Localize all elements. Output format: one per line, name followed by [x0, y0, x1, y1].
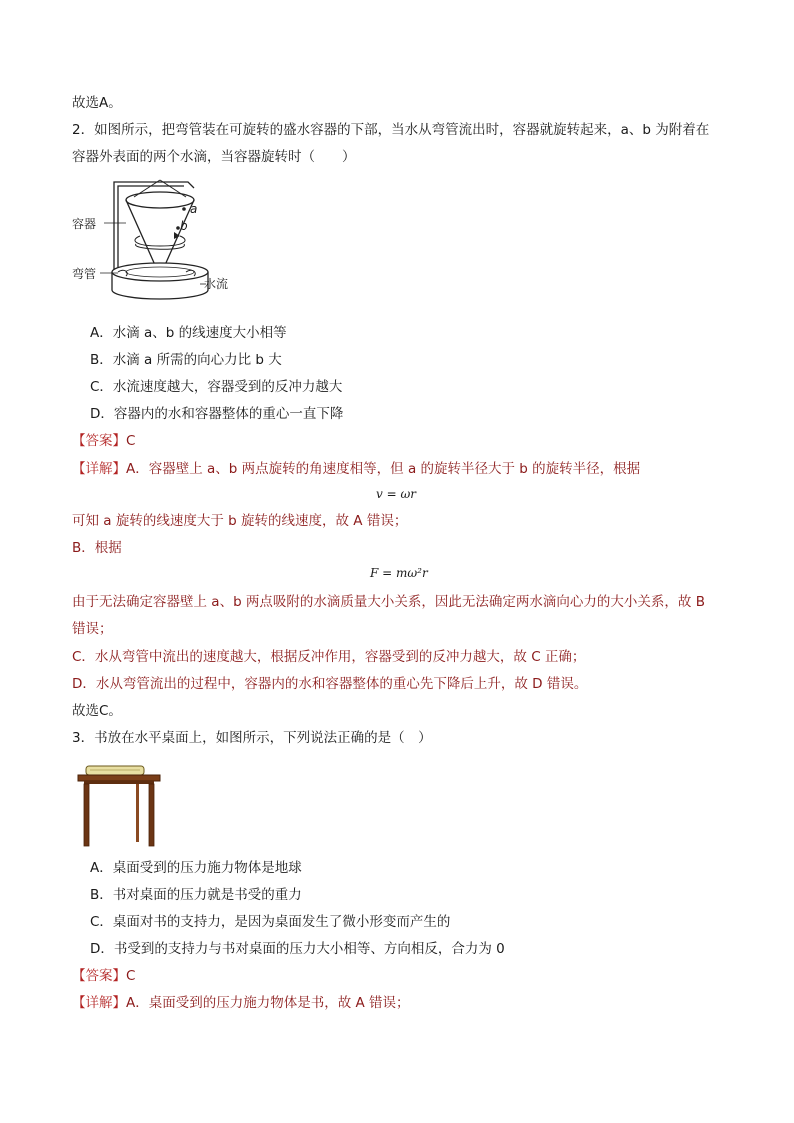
prev-conclusion: 故选A。 [72, 95, 122, 111]
q3-stem: 3．书放在水平桌面上，如图所示，下列说法正确的是（ ） [72, 730, 432, 746]
label-a: a [190, 202, 198, 216]
q3-option-d: D．书受到的支持力与书对桌面的压力大小相等、方向相反，合力为 0 [90, 941, 505, 957]
q3-option-b: B．书对桌面的压力就是书受的重力 [90, 887, 302, 903]
q3-detail-line1 [72, 994, 410, 1012]
q2-detail-line4: 由于无法确定容器壁上 a、b 两点吸附的水滴质量大小关系，因此无法确定两水滴向心力的大小关系，故 B [72, 594, 705, 610]
q2-detail-line1 [72, 460, 640, 478]
q2-option-c: C．水流速度越大，容器受到的反冲力越大 [90, 379, 343, 395]
detail-text: A．桌面受到的压力施力物体是书，故 A 错误； [126, 995, 410, 1011]
q2-detail-line2: 可知 a 旋转的线速度大于 b 旋转的线速度，故 A 错误； [72, 513, 408, 529]
formula-centripetal-force: F = mω²r [370, 566, 428, 580]
q2-stem-line2: 容器外表面的两个水滴，当容器旋转时（ ） [72, 149, 356, 165]
book-on-table-figure [76, 760, 166, 850]
q2-conclusion: 故选C。 [72, 703, 122, 719]
label-pipe: 弯管 [72, 267, 97, 281]
answer-tag: 【答案】 [72, 968, 126, 984]
q3-option-c: C．桌面对书的支持力，是因为桌面发生了微小形变而产生的 [90, 914, 451, 930]
detail-text: A．容器壁上 a、b 两点旋转的角速度相等，但 a 的旋转半径大于 b 的旋转半径，根据 [126, 461, 641, 477]
answer-value: C [126, 433, 136, 449]
q3-answer [72, 967, 135, 985]
detail-tag: 【详解】 [72, 995, 126, 1011]
q2-option-b: B．水滴 a 所需的向心力比 b 大 [90, 352, 282, 368]
q2-stem-line1: 2．如图所示，把弯管装在可旋转的盛水容器的下部，当水从弯管流出时，容器就旋转起来，a、b 为附着在 [72, 122, 710, 138]
label-b: b [180, 219, 188, 233]
q2-detail-line3: B．根据 [72, 540, 122, 556]
q2-option-d: D．容器内的水和容器整体的重心一直下降 [90, 406, 344, 422]
answer-value: C [126, 968, 136, 984]
answer-tag: 【答案】 [72, 433, 126, 449]
q2-detail-line7: D．水从弯管流出的过程中，容器内的水和容器整体的重心先下降后上升，故 D 错误。 [72, 676, 588, 692]
rotating-container-figure [70, 172, 250, 312]
q3-option-a: A．桌面受到的压力施力物体是地球 [90, 860, 302, 876]
label-container: 容器 [72, 217, 97, 231]
detail-tag: 【详解】 [72, 461, 126, 477]
q2-detail-line6: C．水从弯管中流出的速度越大，根据反冲作用，容器受到的反冲力越大，故 C 正确； [72, 649, 586, 665]
formula-linear-velocity: v = ωr [376, 487, 416, 501]
q2-answer [72, 432, 135, 450]
label-flow: 水流 [204, 277, 229, 291]
q2-option-a: A．水滴 a、b 的线速度大小相等 [90, 325, 287, 341]
q2-detail-line5: 错误； [72, 621, 113, 637]
